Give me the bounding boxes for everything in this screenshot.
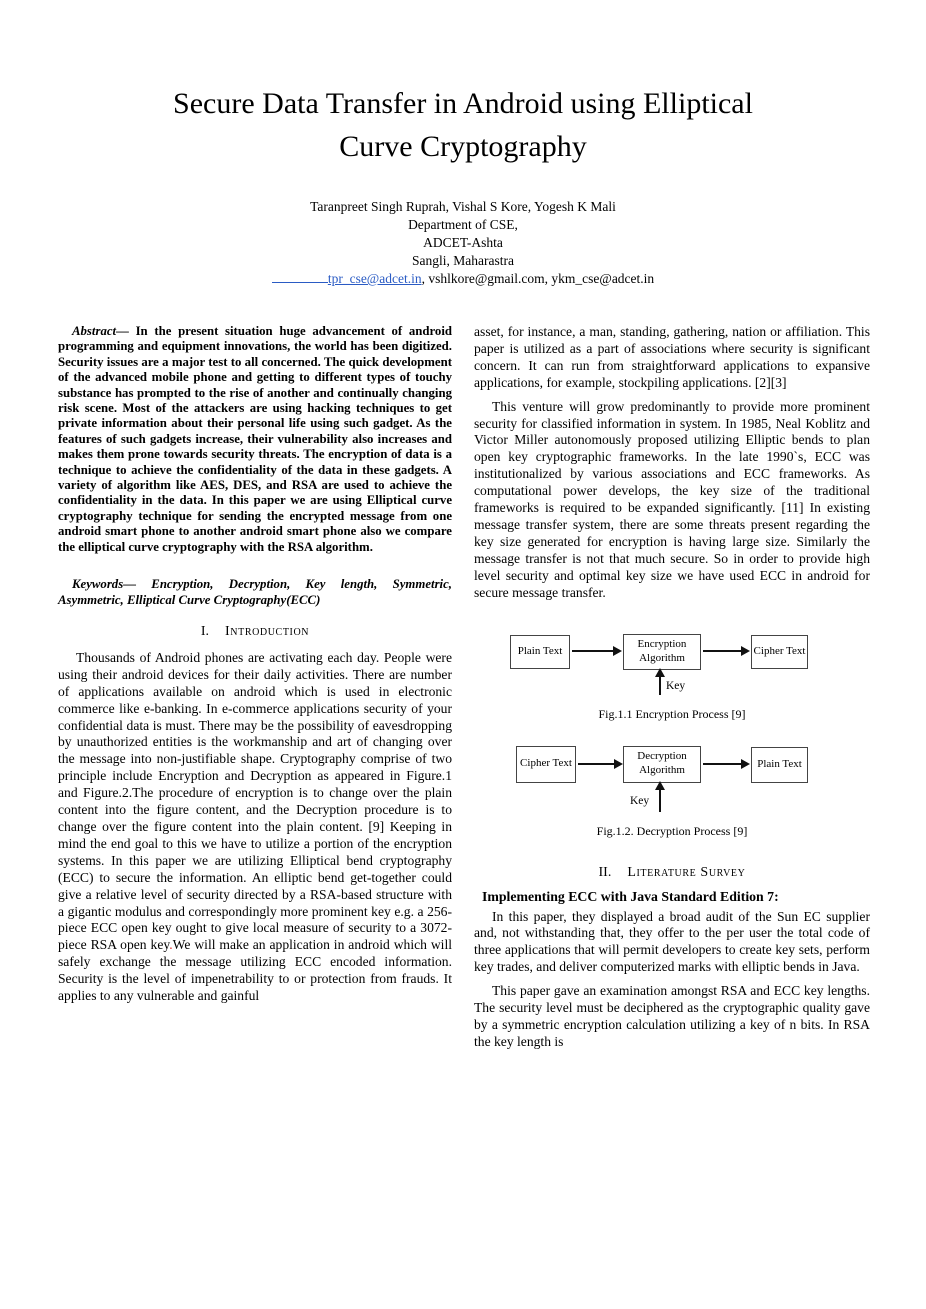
- section-number: II.: [598, 864, 612, 880]
- arrow-right-icon: [572, 650, 620, 652]
- abstract-label: Abstract—: [72, 324, 129, 338]
- fig1-plain-text-box: [510, 635, 570, 669]
- arrow-right-icon: [578, 763, 621, 765]
- intro-text-b: We will make an application in android which will safely exchange the message utilizing ECC encoded information. Security is the level of impenetrability to or protection from frauds. It applies to any vulnerable and gainful: [58, 937, 452, 1004]
- intro-text-a: Thousands of Android phones are activating each day. People were using their android devices for their daily activities. There are number of applications available on android which is used in electronic commerce like e-banking. In e-commerce applications security of your confidential data is must. There may be the possibility of eavesdropping by unauthorized entities is the workmanship and art of changing over the message into non-justifiable shape. Cryptography comprise of two principle include Encryption and Decryption as appeared in Figure.1 and Figure.2.The procedure of encryption is to change over the plain content into the figure content, and the Decryption procedure is to change over the figure content into the plain content. [9] Keeping in mind the end goal to this we have to utilize a portion of the encryption systems. In this paper we are utilizing Elliptical bend cryptography (ECC) to secure the information. An elliptic bend get-together could give a relative level of security directed by a RSA-based structure with a gigantic modulus and correspondingly more prominent key e.g. a 256-piece ECC open key ought to give local measure of security to a 3072-piece RSA open key: [58, 649, 452, 953]
- figure-encryption-diagram: [474, 622, 870, 704]
- fig2-decryption-algorithm-label: Decryption Algorithm: [637, 750, 687, 776]
- email-line: [0, 270, 926, 288]
- left-column: [58, 324, 452, 1051]
- literature-paragraph-2: This paper gave an examination amongst RSA and ECC key lengths. The security level must be deciphered as the cryptographic quality gave by a symmetric encryption calculation utilizing a key of n bits. In RSA the key length is: [474, 983, 870, 1049]
- figure-decryption-diagram: [474, 746, 870, 816]
- fig2-plain-text-box: [751, 747, 808, 783]
- fig2-decryption-algorithm-box: [623, 746, 701, 783]
- abstract-paragraph: [58, 324, 452, 555]
- section-name: Introduction: [225, 623, 310, 639]
- author-institute: ADCET-Ashta: [423, 235, 503, 250]
- fig1-plain-text-label: Plain Text: [517, 644, 563, 657]
- paper-title-line1: Secure Data Transfer in Android using Elliptical: [173, 87, 753, 120]
- email-link[interactable]: tpr_cse@adcet.in: [327, 271, 422, 286]
- literature-paragraph-1: In this paper, they displayed a broad audit of the Sun EC supplier and, not withstanding that, they offer to the per user the total code of three applications that will permit developers to create key sets, perform key trades, and deliver computerized marks with elliptic bends in Java.: [474, 908, 870, 975]
- author-department: Department of CSE,: [408, 217, 518, 232]
- fig1-caption: Fig.1.1 Encryption Process [9]: [598, 706, 746, 721]
- paper-title-line2: Curve Cryptography: [339, 130, 587, 163]
- arrow-right-icon: [703, 650, 748, 652]
- author-block: [0, 198, 926, 288]
- introduction-paragraph: [58, 650, 452, 1005]
- keywords-label: Keywords—: [72, 577, 136, 592]
- fig1-encryption-algorithm-box: [623, 634, 701, 670]
- section-number: I.: [200, 623, 210, 639]
- keywords-text: Encryption, Decryption, Key length, Symmetric, Asymmetric, Elliptical Curve Cryptography(ECC): [58, 577, 452, 607]
- section-heading-literature-survey: [474, 865, 870, 881]
- author-names: Taranpreet Singh Ruprah, Vishal S Kore, Yogesh K Mali: [310, 199, 616, 214]
- right-column: [474, 324, 870, 1051]
- two-column-body: [58, 324, 870, 1051]
- fig2-plain-text-label: Plain Text: [757, 757, 802, 770]
- abstract-text: In the present situation huge advancement of android programming and equipment innovations, the world has been digitized. Security issues are a major test to all concerned. The quick development of the advanced mobile phone and getting to different types of touchy substance has prompted to the rise of another and continually changing risk scene. Most of the attackers are using hacking techniques to get private information about their personal life using such gadget. As the features of such gadgets increase, their vulnerability also increases and makes them prone towards security threats. The encryption of data is a technique to achieve the confidentiality of the data in these gadgets. A variety of algorithm like AES, DES, and RSA are used to achieve the confidentiality in the data. In this paper we are using Elliptical curve cryptography technique for sending the encrypted message from one android smart phone to another android smart phone also we compare the elliptical curve cryptography with the RSA algorithm.: [58, 324, 452, 554]
- fig2-cipher-text-label: Cipher Text: [520, 757, 572, 770]
- email-lead-underline: [272, 270, 328, 283]
- paper-title: [0, 0, 926, 168]
- literature-subheading: Implementing ECC with Java Standard Edition 7:: [482, 888, 779, 904]
- right-paragraph-1: asset, for instance, a man, standing, gathering, nation or affiliation. This paper is utilized as a part of associations where security is significant concern. It can run from straightforward applications to expansive applications, for example, stockpiling applications. [2][3]: [474, 324, 870, 390]
- email-rest: , vshlkore@gmail.com, ykm_cse@adcet.in: [421, 271, 655, 286]
- right-paragraph-2: This venture will grow predominantly to provide more prominent security for classified information in system. In 1985, Neal Koblitz and Victor Miller autonomously proposed utilizing Elliptic bends to plan open key cryptographic frameworks. In the late 1990`s, ECC was institutionalized by various associations and ECC frameworks. As computational power develops, the key size of the traditional frameworks is required to be expanded significantly. [11] In existing message transfer system, there are some threats present regarding the key size generated for encryption is having large size. Similarly the message transfer is not that much secure. So in order to provide high level security and optimal key size we have used ECC in android for secure message transfer.: [474, 398, 870, 600]
- arrow-up-icon: [659, 670, 661, 695]
- fig2-cipher-text-box: [516, 746, 576, 783]
- fig1-cipher-text-label: Cipher Text: [753, 644, 806, 657]
- intro-red-period: .: [169, 937, 173, 953]
- arrow-up-icon: [659, 783, 661, 812]
- keywords-paragraph: [58, 577, 452, 608]
- paper-header: [0, 0, 926, 288]
- author-city: Sangli, Maharastra: [412, 253, 514, 268]
- section-heading-introduction: [58, 624, 452, 640]
- arrow-right-icon: [703, 763, 748, 765]
- fig1-encryption-algorithm-label: Encryption Algorithm: [637, 637, 687, 664]
- fig2-key-label: Key: [630, 794, 650, 807]
- section-name: Literature Survey: [627, 864, 746, 880]
- fig1-cipher-text-box: [751, 635, 808, 669]
- fig1-key-label: Key: [666, 679, 686, 692]
- fig2-caption: Fig.1.2. Decryption Process [9]: [596, 823, 748, 838]
